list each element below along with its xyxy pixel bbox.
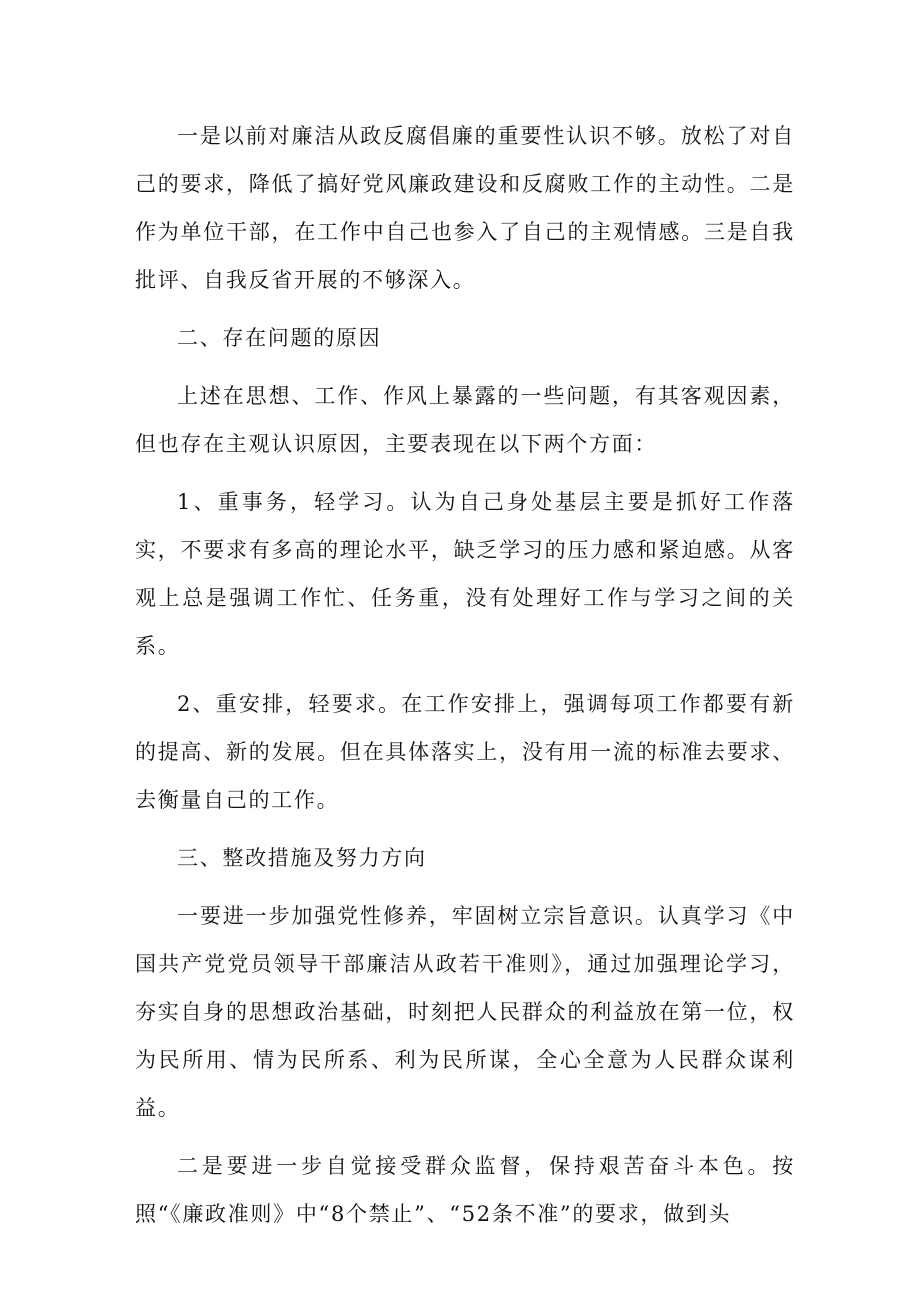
section-heading-causes: 二、存在问题的原因 — [177, 326, 382, 350]
paragraph-shortcomings: 一是以前对廉洁从政反腐倡廉的重要性认识不够。放松了对自己的要求，降低了搞好党风廉政建设和反腐败工作的主动性。二是作为单位干部，在工作中自己也参入了自己的主观情感。三是自我批评、自我反省开展的不够深入。 — [135, 124, 795, 292]
paragraph-cause-1: 1、重事务，轻学习。认为自己身处基层主要是抓好工作落实，不要求有多高的理论水平，缺乏学习的压力感和紧迫感。从客观上总是强调工作忙、任务重，没有处理好工作与学习之间的关系。 — [135, 490, 795, 658]
paragraph-measure-2: 二是要进一步自觉接受群众监督，保持艰苦奋斗本色。按照“《廉政准则》中“8个禁止”、“52条不准”的要求，做到头 — [135, 1154, 795, 1226]
paragraph-causes-intro: 上述在思想、工作、作风上暴露的一些问题，有其客观因素，但也存在主观认识原因，主要表现在以下两个方面： — [135, 384, 795, 456]
document-body — [135, 112, 795, 1248]
paragraph-cause-2: 2、重安排，轻要求。在工作安排上，强调每项工作都要有新的提高、新的发展。但在具体落实上，没有用一流的标准去要求、去衡量自己的工作。 — [135, 692, 795, 812]
paragraph-measure-1: 一要进一步加强党性修养，牢固树立宗旨意识。认真学习《中国共产党党员领导干部廉洁从政若干准则》，通过加强理论学习，夯实自身的思想政治基础，时刻把人民群众的利益放在第一位，权为民所用、情为民所系、利为民所谋，全心全意为人民群众谋利益。 — [135, 904, 795, 1120]
section-heading-measures: 三、整改措施及努力方向 — [177, 846, 427, 870]
